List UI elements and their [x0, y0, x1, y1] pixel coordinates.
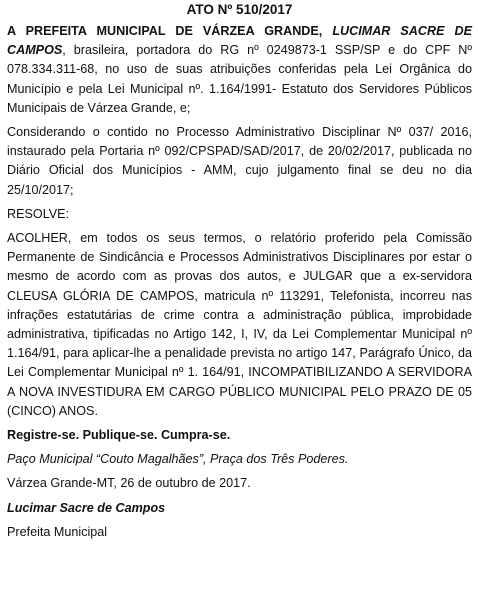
- intro-authority: A PREFEITA MUNICIPAL DE VÁRZEA GRANDE,: [7, 24, 323, 38]
- signer-role: Prefeita Municipal: [7, 524, 108, 539]
- signer-name: Lucimar Sacre de Campos: [7, 500, 166, 515]
- registre-line: Registre-se. Publique-se. Cumpra-se.: [7, 428, 231, 443]
- date-line: Várzea Grande-MT, 26 de outubro de 2017.: [7, 476, 251, 491]
- paco-quoted: “Couto Magalhães”: [95, 452, 204, 467]
- acolher-paragraph: ACOLHER, em todos os seus termos, o relatório proferido pela Comissão Permanente de Sindicância e Processos Administrativos Disciplinares por estar o mesmo de acordo com as provas dos autos, e JULGAR que a ex-servidora CLEUSA GLÓRIA DE CAMPOS, matricula nº 113291, Telefonista, incorreu nas infrações estatutárias de crime contra a administração pública, improbidade administrativa, tipificadas no Artigo 142, I, IV, da Lei Complementar Municipal nº 1.164/91, para aplicar-lhe a penalidade prevista no artigo 147, Parágrafo Único, da Lei Complementar Municipal nº 1. 164/91, INCOMPATIBILIZANDO A SERVIDORA A NOVA INVESTIDURA EM CARGO PÚBLICO MUNICIPAL PELO PRAZO DE 05 (CINCO) ANOS.: [7, 231, 472, 418]
- intro-paragraph: [7, 22, 472, 118]
- intro-rest: , brasileira, portadora do RG nº 0249873-1 SSP/SP e do CPF Nº 078.334.311-68, no uso de suas atribuições conferidas pela Lei Orgânica do Município e pela Lei Municipal nº. 1.164/1991- Estatuto dos Servidores Públicos Municipais de Várzea Grande, e;: [7, 43, 472, 115]
- intro-name: LUCIMAR SACRE DE CAMPOS: [7, 24, 473, 58]
- resolve-heading: RESOLVE:: [7, 206, 70, 221]
- paco-after: , Praça dos Três Poderes.: [203, 452, 349, 467]
- paco-before: Paço Municipal: [7, 452, 96, 467]
- document-title: ATO Nº 510/2017: [186, 2, 293, 17]
- considerando-paragraph: Considerando o contido no Processo Administrativo Disciplinar Nº 037/ 2016, instaurado pela Portaria nº 092/CPSPAD/SAD/2017, de 20/02/2017, publicada no Diário Oficial dos Municípios - AMM, cujo julgamento final se deu no dia 25/10/2017;: [7, 125, 472, 197]
- paco-line: [7, 450, 472, 469]
